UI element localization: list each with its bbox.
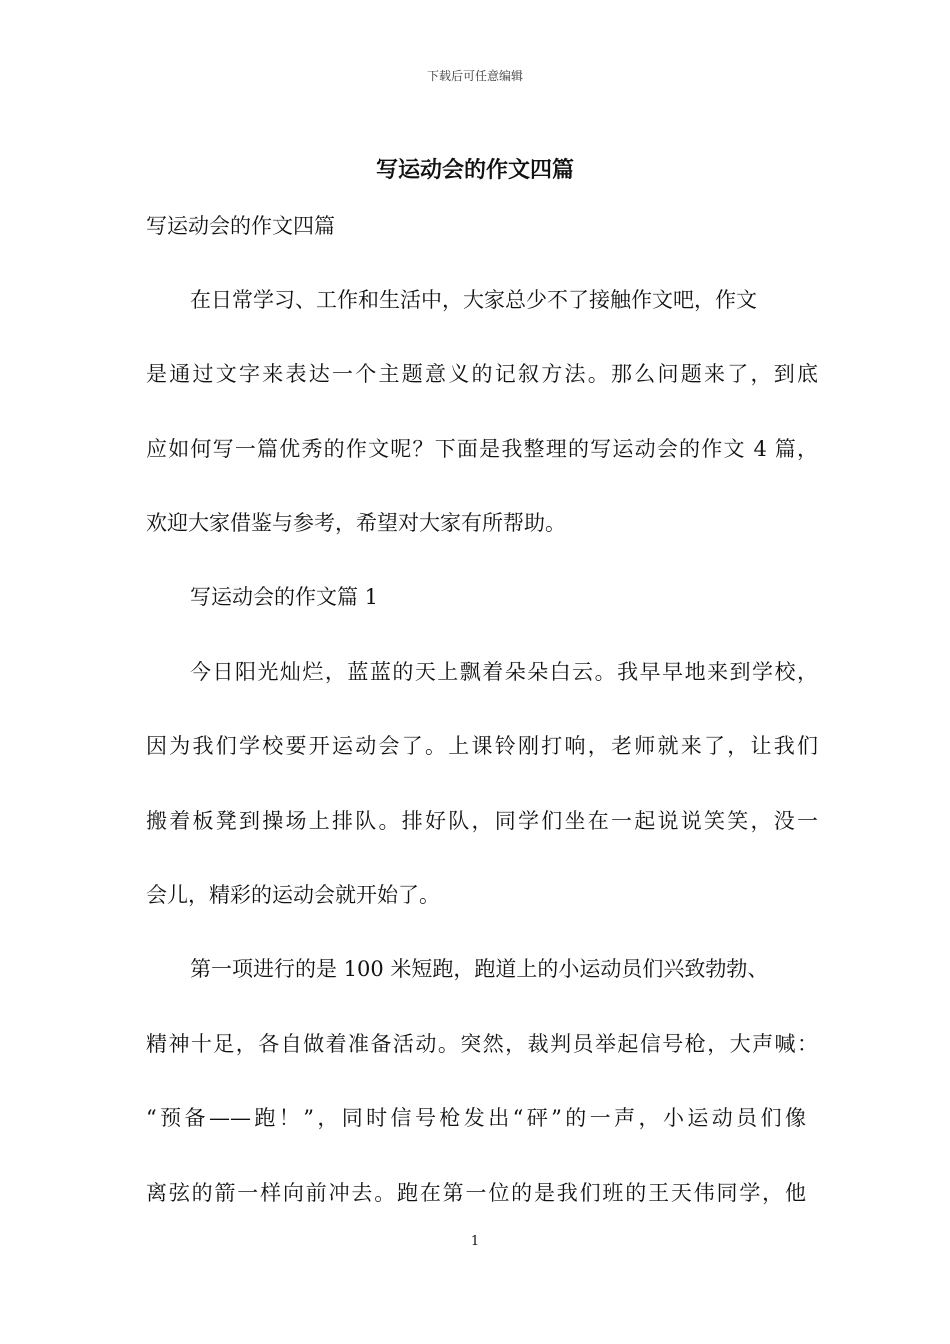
paragraph1-line-1: 今日阳光灿烂，蓝蓝的天上飘着朵朵白云。我早早地来到学校， [190, 660, 818, 684]
paragraph1-line-4: 会儿，精彩的运动会就开始了。 [146, 883, 440, 907]
intro-line-1: 在日常学习、工作和生活中，大家总少不了接触作文吧，作文 [190, 288, 757, 312]
section-heading: 写运动会的作文篇 1 [190, 585, 379, 609]
paragraph2-line-2: 精神十足，各自做着准备活动。突然，裁判员举起信号枪，大声喊： [146, 1032, 818, 1056]
intro-line-4: 欢迎大家借鉴与参考，希望对大家有所帮助。 [146, 511, 566, 535]
intro-line-2: 是通过文字来表达一个主题意义的记叙方法。那么问题来了，到底 [146, 362, 818, 386]
paragraph1-line-3: 搬着板凳到操场上排队。排好队，同学们坐在一起说说笑笑，没一 [146, 809, 818, 833]
document-subtitle: 写运动会的作文四篇 [146, 214, 335, 238]
document-title: 写运动会的作文四篇 [375, 157, 574, 183]
page-number: 1 [470, 1234, 480, 1249]
paragraph2-line-1: 第一项进行的是 100 米短跑，跑道上的小运动员们兴致勃勃、 [190, 957, 769, 981]
paragraph1-line-2: 因为我们学校要开运动会了。上课铃刚打响，老师就来了，让我们 [146, 734, 818, 758]
paragraph2-line-4: 离弦的箭一样向前冲去。跑在第一位的是我们班的王天伟同学，他 [146, 1181, 806, 1205]
intro-line-3: 应如何写一篇优秀的作文呢？下面是我整理的写运动会的作文 4 篇， [146, 437, 818, 461]
page-header: 下载后可任意编辑 [426, 69, 523, 83]
paragraph2-line-3: “预备——跑！”，同时信号枪发出“砰”的一声，小运动员们像 [146, 1106, 806, 1130]
